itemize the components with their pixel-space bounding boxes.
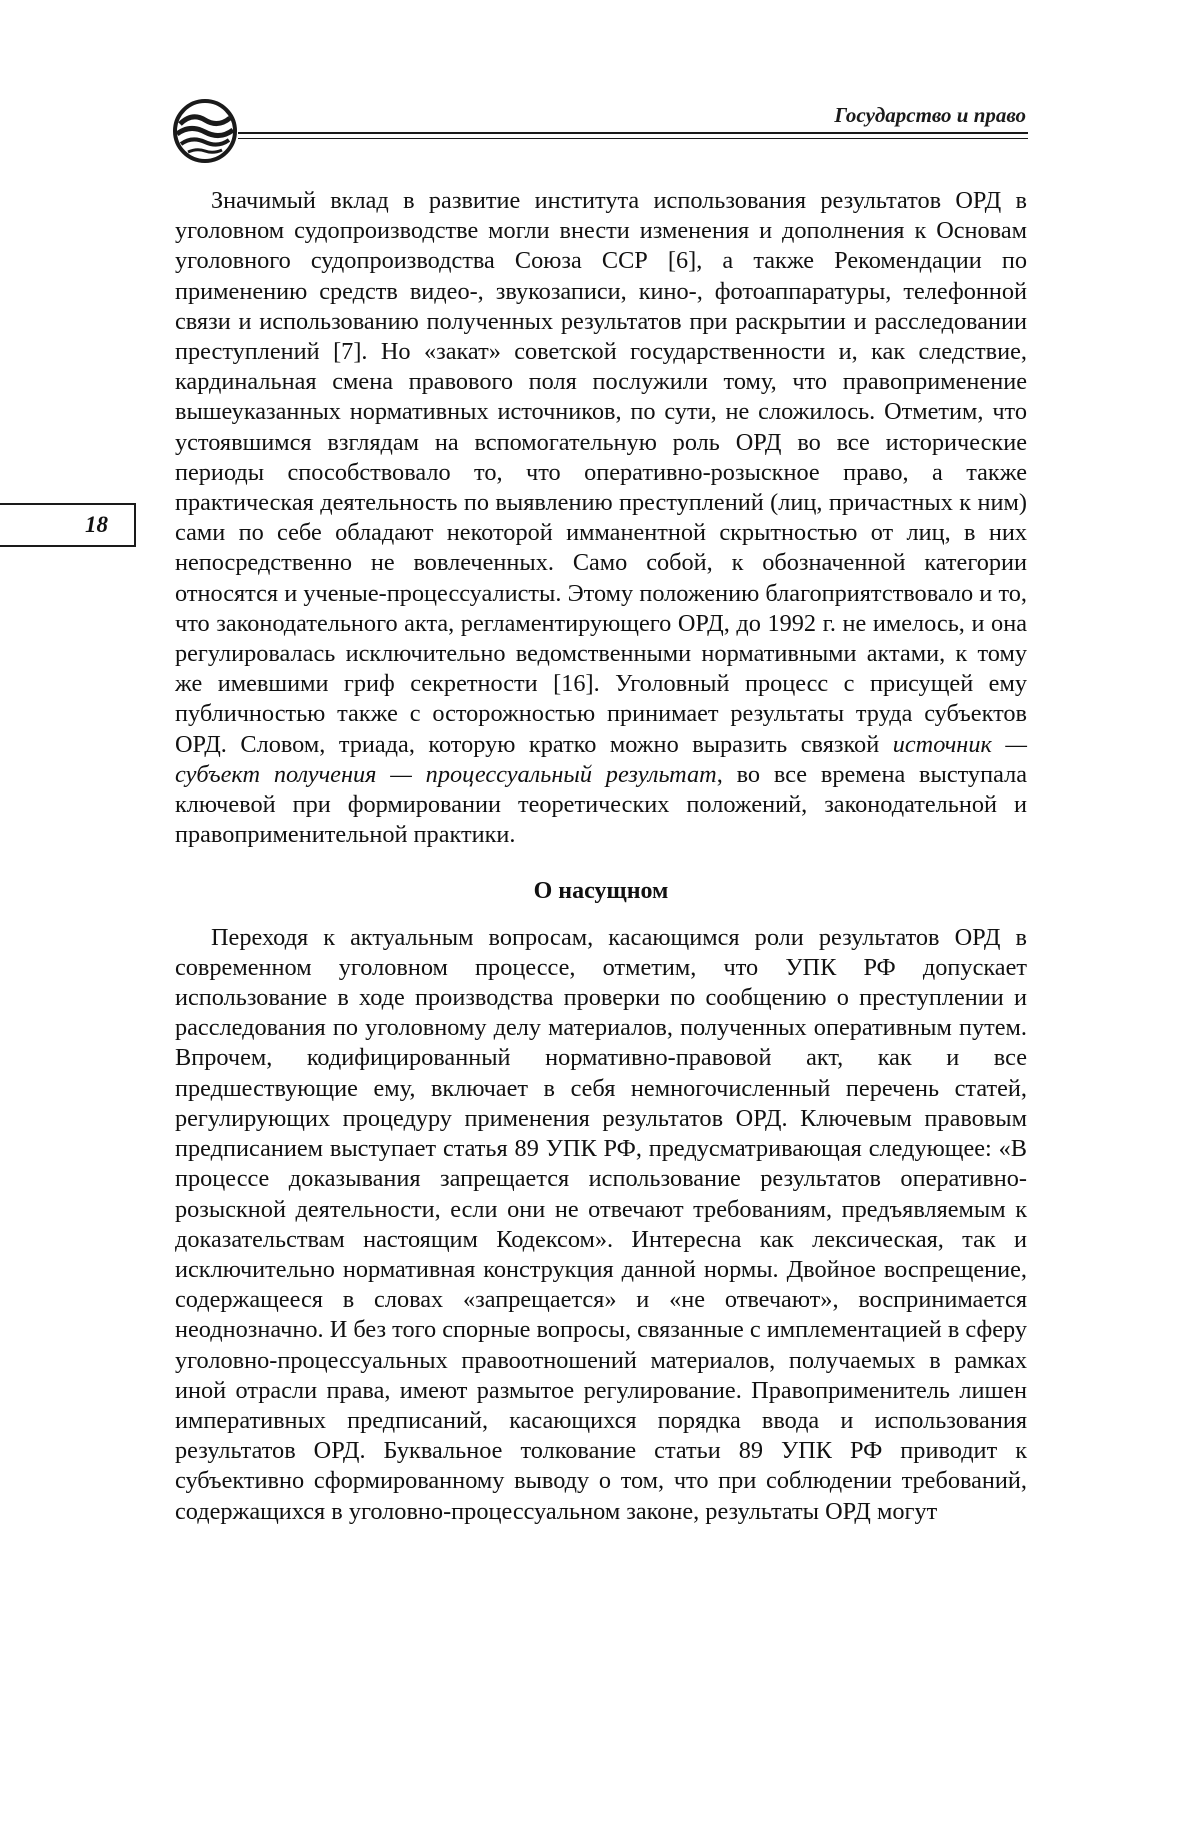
paragraph-1-italic-triad: источник — субъект получения — процессуальный результат	[175, 730, 1027, 788]
paragraph-1	[175, 186, 1027, 850]
section-heading: О насущном	[533, 878, 669, 905]
paragraph-2: Переходя к актуальным вопросам, касающимся роли результатов ОРД в современном уголовном процессе, отметим, что УПК РФ допускает использование в ходе производства проверки по сообщению о преступлении и расследования по уголовному делу материалов, полученных оперативным путем. Впрочем, кодифицированный нормативно-правовой акт, как и все предшествующие ему, включает в себя немногочисленный перечень статей, регулирующих процедуру применения результатов ОРД. Ключевым правовым предписанием выступает статья 89 УПК РФ, предусматривающая следующее: «В процессе доказывания запрещается использование результатов оперативно-розыскной деятельности, если они не отвечают требованиям, предъявляемым к доказательствам настоящим Кодексом». Интересна как лексическая, так и исключительно нормативная конструкция данной нормы. Двойное воспрещение, содержащееся в словах «запрещается» и «не отвечают», воспринимается неоднозначно. И без того спорные вопросы, связанные с имплементацией в сферу уголовно-процессуальных правоотношений материалов, получаемых в рамках иной отрасли права, имеют размытое регулирование. Правоприменитель лишен императивных предписаний, касающихся порядка ввода и использования результатов ОРД. Буквальное толкование статьи 89 УПК РФ приводит к субъективно сформированному выводу о том, что при соблюдении требований, содержащихся в уголовно-процессуальном законе, результаты ОРД могут	[175, 923, 1027, 1525]
paragraph-1-text: Значимый вклад в развитие института использования результатов ОРД в уголовном судопроизводстве могли внести изменения и дополнения к Основам уголовного судопроизводства Союза ССР [6], а также Рекомендации по применению средств видео-, звукозаписи, кино-, фотоаппаратуры, телефонной связи и использованию полученных результатов при раскрытии и расследовании преступлений [7]. Но «закат» советской государственности и, как следствие, кардинальная смена правового поля послужили тому, что правоприменение вышеуказанных нормативных источников, по сути, не сложилось. Отметим, что устоявшимся взглядам на вспомогательную роль ОРД во все исторические периоды способствовало то, что оперативно-розыскное право, а также практическая деятельность по выявлению преступлений (лиц, причастных к ним) сами по себе обладают некоторой имманентной скрытностью от лиц, в них непосредственно не вовлеченных. Само собой, к обозначенной категории относятся и ученые-процессуалисты. Этому положению благоприятствовало и то, что законодательного акта, регламентирующего ОРД, до 1992 г. не имелось, и она регулировалась исключительно ведомственными нормативными актами, к тому же имевшими гриф секретности [16]. Уголовный процесс с присущей ему публичностью также с осторожностью принимает результаты труда субъектов ОРД. Словом, триада, которую кратко можно выразить связкой	[175, 187, 1027, 758]
page-number: 18	[85, 512, 108, 537]
page-number-box	[0, 503, 136, 547]
paragraph-1-text-end: , во все времена выступала ключевой при формировании теоретических положений, законодательной и правоприменительной практики.	[175, 760, 1027, 849]
header-rule-top	[238, 132, 1028, 134]
article-body	[175, 186, 1027, 1527]
wave-circle-icon	[172, 98, 238, 164]
running-header-title: Государство и право	[834, 103, 1026, 127]
header-rule-bottom	[238, 138, 1028, 139]
